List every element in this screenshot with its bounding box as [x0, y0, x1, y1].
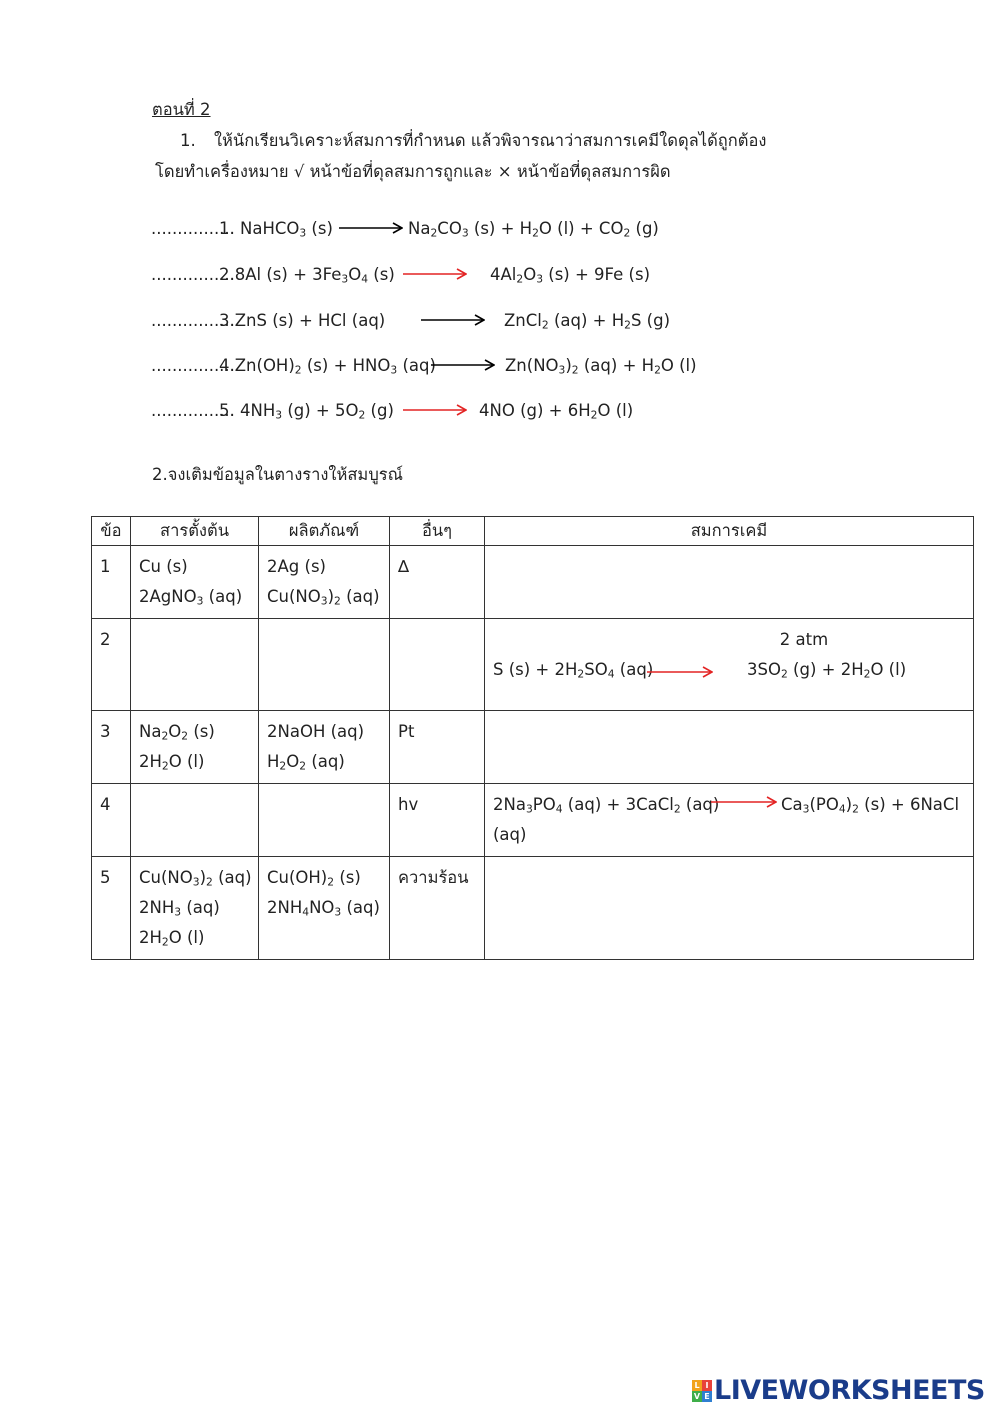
cell-products[interactable]: [259, 619, 390, 711]
reaction-arrow-icon: [431, 359, 495, 371]
cell-no: 1: [92, 546, 131, 619]
cell-equation: [485, 619, 974, 711]
logo-mark-tile: L: [692, 1380, 702, 1391]
question-2-title: 2.จงเติมข้อมูลในตางรางให้สมบูรณ์: [152, 465, 403, 484]
reactant: $2H_2O$ (l): [139, 752, 205, 773]
equation-products: $4Al_2O_3$ (s) + 9Fe (s): [490, 265, 651, 286]
cell-reactants: [131, 711, 259, 784]
reaction-condition: 2 atm: [779, 630, 829, 649]
cell-equation[interactable]: [485, 857, 974, 960]
equation-products: 4NO $(g) + 6H_2O$ (l): [479, 401, 634, 422]
part-title: ตอนที่ 2: [152, 100, 211, 119]
reactant: $2NH_3$ (aq): [139, 898, 220, 919]
header-equation: สมการเคมี: [485, 517, 974, 546]
cell-equation: [485, 784, 974, 857]
equation-item: [151, 356, 751, 384]
reaction-reactants: $2Na_3PO_4$ (aq) + 3CaCl$_2$ (aq): [493, 795, 720, 816]
reaction-products: $3SO_2$ $(g) + 2H_2O$ (l): [747, 660, 907, 681]
equation-reactants: 2.8Al $(s) + 3Fe_3O_4$ (s): [219, 265, 395, 286]
equation-products: ZnCl$_2$ $(aq) + H_2S$ (g): [504, 311, 671, 332]
table-header-row: [92, 517, 974, 546]
reaction-arrow-icon: [403, 268, 467, 280]
instruction-text-1: ให้นักเรียนวิเคราะห์สมการที่กำหนด แล้วพิจารณาว่าสมการเคมีใดดุลได้ถูกต้อง: [214, 131, 767, 150]
answer-blank[interactable]: ................: [151, 401, 235, 420]
product: $H_2O_2$ (aq): [267, 752, 345, 773]
cell-products[interactable]: [259, 784, 390, 857]
cell-reactants[interactable]: [131, 619, 259, 711]
equation-products: $Na_2CO_3$ $(s) + H_2O$ $(l) + CO_2$ (g): [408, 219, 659, 240]
product: $Cu(OH)_2$ (s): [267, 868, 361, 889]
product: $2NH_4NO_3$ (aq): [267, 898, 380, 919]
cell-other: hv: [390, 784, 485, 857]
cell-other: ∆: [390, 546, 485, 619]
reaction-equation: [493, 655, 965, 685]
cell-equation[interactable]: [485, 546, 974, 619]
reaction-arrow-icon: [339, 222, 403, 234]
reaction-products: $Ca_3(PO_4)_2$ (s) + 6NaCl: [781, 795, 960, 816]
instruction-number: 1.: [180, 131, 196, 150]
reaction-arrow-icon: [403, 404, 467, 416]
cell-products: [259, 857, 390, 960]
reaction-arrow-icon: [647, 666, 713, 678]
header-no: ข้อ: [92, 517, 131, 546]
equation-reactants: 1. NaHCO$_3$ (s): [219, 219, 333, 240]
answer-blank[interactable]: ................: [151, 219, 235, 238]
cell-other: ความร้อน: [390, 857, 485, 960]
cell-no: 2: [92, 619, 131, 711]
logo-mark-tile: V: [693, 1391, 701, 1401]
product: 2NaOH (aq): [267, 722, 365, 741]
cell-products: [259, 546, 390, 619]
header-products: ผลิตภัณฑ์: [259, 517, 390, 546]
reaction-table: [91, 516, 974, 960]
equation-item: [151, 219, 751, 247]
reactant: 2AgNO$_3$ (aq): [139, 587, 243, 608]
cell-other[interactable]: [390, 619, 485, 711]
logo-text: LIVEWORKSHEETS: [714, 1375, 985, 1406]
reaction-equation: [493, 790, 965, 820]
reaction-continuation: (aq): [493, 825, 527, 844]
header-other: อื่นๆ: [390, 517, 485, 546]
equation-reactants: 5. $4NH_3$ $(g) + 5O_2$ (g): [219, 401, 394, 422]
equation-reactants: $4.Zn(OH)_2$ $(s) + HNO_3$ (aq): [219, 356, 436, 377]
instruction-line-1: [180, 128, 766, 154]
instruction-line-2: โดยทำเครื่องหมาย √ หน้าข้อที่ดุลสมการถูกและ × หน้าข้อที่ดุลสมการผิด: [155, 162, 671, 181]
reactant: $2H_2O$ (l): [139, 928, 205, 949]
cell-reactants: [131, 857, 259, 960]
cell-no: 4: [92, 784, 131, 857]
reactant: $Cu(NO_3)_2$ (aq): [139, 868, 252, 889]
cell-reactants[interactable]: [131, 784, 259, 857]
cell-products: [259, 711, 390, 784]
equation-reactants: 3.ZnS (s) + HCl (aq): [219, 311, 386, 330]
cell-other: Pt: [390, 711, 485, 784]
reaction-reactants: S $(s) + 2H_2SO_4$ (aq): [493, 660, 654, 681]
logo-mark-icon: [692, 1380, 712, 1402]
table-row: [92, 546, 974, 619]
table-row: [92, 857, 974, 960]
table-row: [92, 619, 974, 711]
table-row: [92, 784, 974, 857]
logo-mark-tile: I: [702, 1380, 712, 1391]
equation-products: $Zn(NO_3)_2$ $(aq) + H_2O$ (l): [505, 356, 697, 377]
reaction-arrow-icon: [711, 796, 777, 808]
cell-reactants: [131, 546, 259, 619]
reactant: $Na_2O_2$ (s): [139, 722, 215, 743]
answer-blank[interactable]: ................: [151, 311, 235, 330]
equation-item: [151, 401, 751, 429]
reaction-arrow-icon: [421, 314, 485, 326]
product: 2Ag (s): [267, 557, 326, 576]
logo-mark-tile: E: [702, 1391, 712, 1402]
answer-blank[interactable]: ................: [151, 265, 235, 284]
header-reactants: สารตั้งต้น: [131, 517, 259, 546]
cell-equation[interactable]: [485, 711, 974, 784]
product: $Cu(NO_3)_2$ (aq): [267, 587, 380, 608]
equation-item: [151, 311, 751, 339]
liveworksheets-logo: [692, 1375, 985, 1406]
table-row: [92, 711, 974, 784]
cell-no: 5: [92, 857, 131, 960]
cell-no: 3: [92, 711, 131, 784]
reactant: Cu (s): [139, 557, 188, 576]
answer-blank[interactable]: ................: [151, 356, 235, 375]
equation-item: [151, 265, 751, 293]
